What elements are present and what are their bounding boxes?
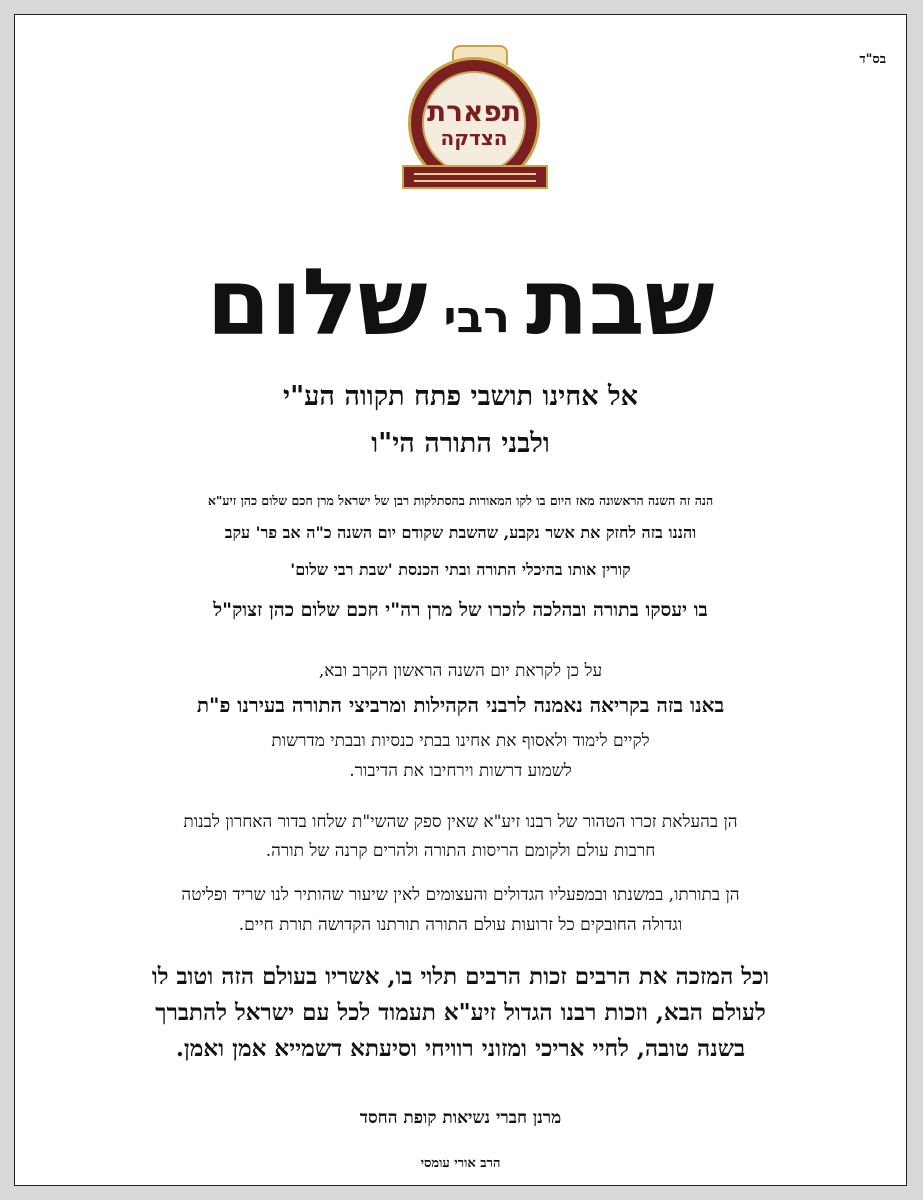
signature-organization: מרנן חברי נשיאות קופת החסד [359,1108,562,1128]
p2-line-4: לשמוע דרשות וירחיבו את הדיבור. [349,761,572,781]
logo-banner [402,165,548,189]
p3-line-2: חרבות עולם ולקומם הריסות התורה ולהרים קרנה של תורה. [265,841,656,861]
p4-line-1: הן בתורתו, במשנתו ובמפעליו הגדולים והעצומים לאין שיעור שהותיר לנו שריד ופליטה [181,885,740,905]
p1-line-4: בו יעסקו בתורה ובהלכה לזכרו של מרן רה"י חכם שלום כהן זצוק"ל [213,599,708,621]
tiferet-hatzedaka-logo [408,45,558,197]
title-word-rabbi: רבי [443,292,510,343]
logo-text-2: הצדקה [440,126,508,150]
p5-line-2: לעולם הבא, וזכות רבנו הגדול זיע"א תעמוד לכל עם ישראל להתברך [155,999,766,1026]
p4-line-2: וגדולה החובקים כל זרועות עולם התורה תורתנו הקדושה תורת חיים. [238,915,683,935]
p2-line-2: באנו בזה בקריאה נאמנה לרבני הקהילות ומרביצי התורה בעירנו פ"ת [196,693,725,717]
notice-page [14,14,907,1186]
p2-line-3: לקיים לימוד ולאסוף את אחינו בבתי כנסיות ובבתי מדרשות [271,731,650,751]
address-line-1: אל אחינו תושבי פתח תקווה הע"י [283,381,638,412]
p5-line-1: וכל המזכה את הרבים זכות הרבים תלוי בו, אשריו בעולם הזה וטוב לו [151,963,770,990]
logo-text-1: תפארת [427,95,521,128]
p3-line-1: הן בהעלאת זכרו הטהור של רבנו זיע"א שאין ספק שהשי"ת שלחו בדור האחרון לבנות [183,812,738,832]
bsd-mark: בס"ד [859,52,886,67]
p1-line-2: והננו בזה לחזק את אשר נקבע, שהשבת שקודם יום השנה כ"ה אב פר' עקב [224,523,697,542]
title-word-shalom: שלום [206,249,428,356]
main-title [15,243,906,356]
title-word-shabbat: שבת [525,249,715,356]
p2-line-1: על כן לקראת יום השנה הראשון הקרב ובא, [318,661,603,681]
signature-name: הרב אורי עומסי [420,1156,501,1171]
p1-line-1: הנה זה השנה הראשונה מאז היום בו לקו המאורות בהסתלקות רבן של ישראל מרן חכם שלום כהן זיע"א [207,493,714,508]
address-line-2: ולבני התורה הי"ו [371,428,550,459]
p1-line-3: קורין אותו בהיכלי התורה ובתי הכנסת 'שבת רבי שלום' [290,560,631,579]
p5-line-3: בשנה טובה, לחיי אריכי ומזוני רוויחי וסיעתא דשמייא אמן ואמן. [175,1035,746,1062]
logo-inner [422,71,526,175]
